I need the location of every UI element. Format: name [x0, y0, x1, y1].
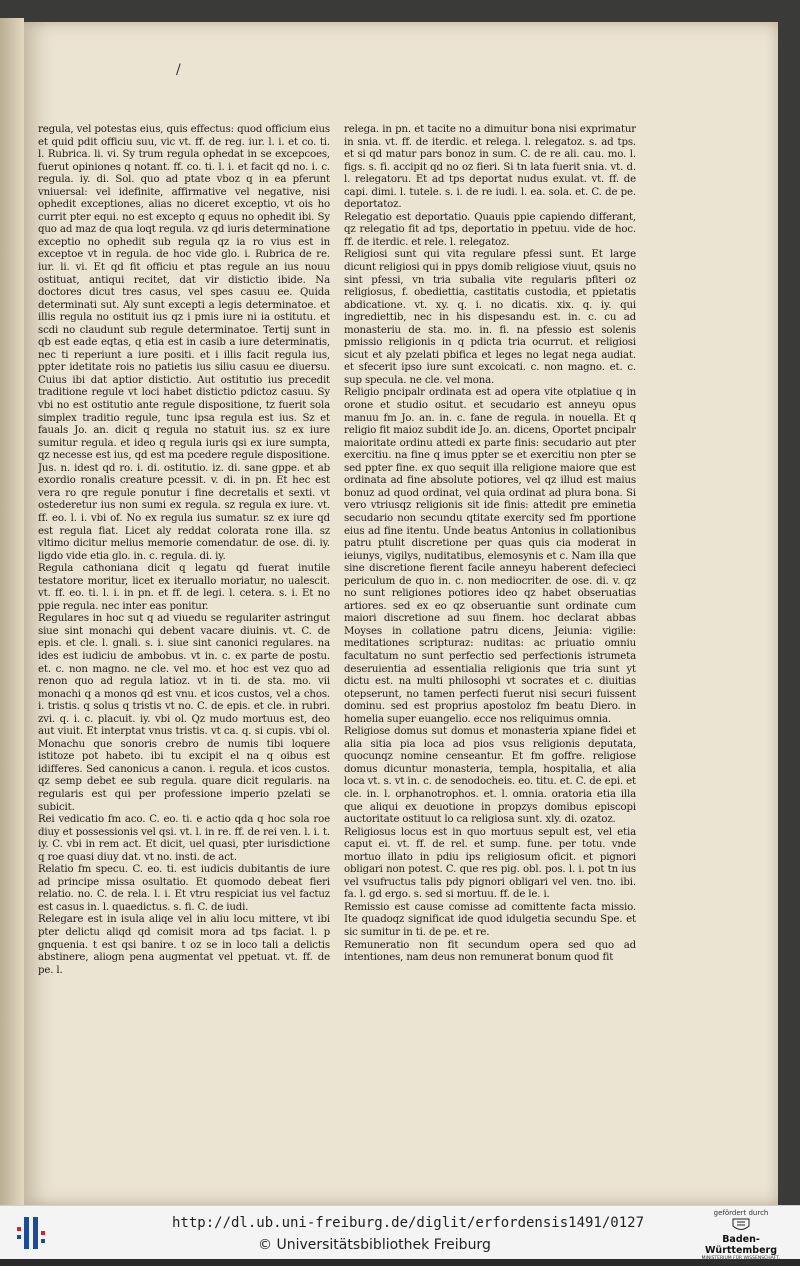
entry-religiosi: Religiosi sunt qui vita regulare pfessi sunt. Et large dicunt religiosi qui in ppys domib religiose viuut, qsuis no sint pfessi, vn tria subalia vite regularis pfiteri oz religiosus, f. obediettia, castitatis custodia, et ppietatis abdicatione. vt. xy. q. i. no dicatis. xix. q. iy. qui ingrediettib, nec in his dispesandu est. in. c. cu ad monasteriu de sta. mo. in. fi. na pfessio est solenis pmissio religionis in q pdicta tria ocurrut. et religiosi sicut et aly pzelati pbifica et leges no legat nega audiat. et sfecerit ipso iure sunt excoicati. c. non magno. et. c. sup specula. ne cle. vel mona.: [344, 249, 636, 386]
entry-relegatio: Relegatio est deportatio. Quauis ppie capiendo differant, qz relegatio fit ad tps, deportatio in ppetuu. vide de hoc. ff. de iterdic. et rele. l. relegatoz.: [344, 211, 636, 248]
ub-freiburg-logo-icon: [6, 1213, 56, 1253]
right-text-column: [344, 124, 636, 1004]
entry-religio: Religio pncipalr ordinata est ad opera vite otplatiue q in orone et studio ositut. et secudario est anneyu opus manuu fm Jo. an. in. c. fane de regula. in nouella. Et q religio fit maioz subdit ide Jo. an. dicens, Oportet pncipalr maioritate ordinu attedi ex parte finis: secudario aut pter exercitiu. na fine q imus ppter se et exercitiu non pter se sed ppter fine. ex quo sequit illa religione maiore que est ordinata ad fine absolute potiores, vel qz illud est maius bonuz ad quod ordinat, vel quia ordinat ad plura bona. Si vero vtriusqz religionis sit ide finis: attedit pre eminetia secudario non secundu qtitate exercity sed fm pportione eius ad fine itentu. Unde beatus Antonius in collationibus patru ptulit discretione per quas quis cia moderat in ieiunys, vigilys, nuditatibus, elemosynis et c. Nam illa que sine discretione fierent facile anneyu haberent defecieci periculum de quo in. c. non mediocriter. de ose. di. v. qz no sunt religiones potiores ideo qz habet obseruatias artiores. sed ex eo qz obseruantie sunt ordinate cum maiori discretione ad suu finem. hoc declarat abbas Moyses in collatione patru dicens, Jeiunia: vigilie: meditationes scripturaz: nuditas: ac priuatio omniu facultatum no sunt perfectio sed perfectionis istrumeta deseruientia ad essentialia religionis que tria sunt yt dictu est. na multi philosophi vt socrates et c. diuitias otepserunt, no tamen perfecti fuerut nisi securi fuissent dominu. sed est proprius apostoloz fm beatu Diero. in homelia super euangelio. ecce nos reliquimus omnia.: [344, 387, 636, 725]
entry-religiose-domus: Religiose domus sut domus et monasteria xpiane fidei et alia sitia pia loca ad pios vsus religionis deputata, quocunqz nomine censeantur. Et fm goffre. religiose domus dicuntur monasteria, templa, hospitalia, et alia loca vt. s. vt in. c. de senodocheis. eo. titu. et. C. de epi. et cle. in. l. orphanotrophos. et. l. omnia. oratoria etia illa que aliqui ex deuotione in propzys domibus episcopi auctoritate ostituut lo ca religiosa sunt. xly. di. ozatoz.: [344, 726, 636, 826]
entry-religiosus-locus: Religiosus locus est in quo mortuus sepult est, vel etia caput ei. vt. ff. de rel. et sump. fune. per totu. vnde mortuo illato in pdiu ips religiosum oficit. et pignori obligari non potest. C. que res pig. obl. pos. l. i. pot tn ius vel vsufructus talis pdy pignori obligari vel ven. tno. ibi. fa. l. gd ergo. s. sed si mortuu. ff. de le. i.: [344, 826, 636, 901]
left-text-column: [38, 124, 330, 1004]
entry-regula: regula, vel potestas eius, quis effectus: quod officium eius et quid pdit officiu suu, vic vt. ff. de reg. iur. l. i. et co. ti. l. Rubrica. li. vi. Sy trum regula ophedat in se excepcoes, fuerut opiniones q notant. ff. co. ti. l. i. et facit qd no. i. c. regula. iy. di. Sol. quo ad ptate vboz q in ea pferunt vniuersal: vel idefinite, affirmative vel negative, nisi ophedit exceptiones, alias no diceret exceptio, vt ois ho currit pter equi. no est excepto q equus no ophedit ibi. Sy quo ad maz de qua loqt regula. vz qd iuris determinatione exceptio no ophedit sub regula qz ia ro vius est in exceptoe vt in regula. de hoc vide glo. i. Rubrica de re. iur. li. vi. Et qd fit officiu et ptas regule an ius nouu ostituat, antiqui recitet, dat vir distictio ibide. Na doctores dicut tres casus, vel spes casuu ee. Quida determinati sut. Aly sunt excepti a legis determinatoe. et illis regula no ostituit ius qz i pmis iure ni ia ostitutu. et scdi no claudunt sub regule determinatoe. Tertij sunt in qb est eade eqtas, q etia est in casib a iure determinatis, nec ti reperiunt a iure positi. et i illis facit regula ius, ppter idetitate rois no patietis ius siliu casuu ee diuersu. Cuius ibi dat aptior distictio. Aut ostitutio ius precedit traditione regule vt loci habet distictio pdictoz casuu. Sy vbi no est ostitutio ante regule dispositione, tz fuerit sola simplex traditio regule, tunc ipsa regula est ius. Sz et fauals Jo. an. dicit q regula no statuit ius. sz ex iure sumitur regula. et ideo q regula iuris qsi ex iure sumpta, qz necesse est ius, qd est ma pcedere regule dispositione. Jus. n. idest qd ro. i. di. ostitutio. iz. di. sane gppe. et ab exordio ronalis creature pcessit. v. di. in pn. Et hec est vera ro qre regule ponutur i fine decretalis et sexti. vt ostederetur ius non sumi ex regula. sz regula ex iure. vt. ff. eo. l. i. vbi of. No ex regula ius sumatur. sz ex iure qd est regula fiat. Licet aly reddat colorata rone illa. sz vltimo dicitur melius memorie comendatur. de ose. di. iy. ligdo vide etia glo. in. c. regula. di. iy.: [38, 124, 330, 562]
entry-remissio: Remissio est cause comisse ad comittente facta missio. Ite quadoqz significat ide quod idulgetia secundu Spe. et sic sumitur in ti. de pe. et re.: [344, 901, 636, 938]
entry-regula-cathoniana: Regula cathoniana dicit q legatu qd fuerat inutile testatore moritur, licet ex iteruallo moriatur, no ualescit. vt. ff. eo. ti. l. i. in pn. et ff. de legi. l. cetera. s. i. Et no ppie regula. nec inter eas ponitur.: [38, 563, 330, 612]
copyright-text: © Universitätsbibliothek Freiburg: [258, 1237, 491, 1253]
margin-mark: /: [176, 62, 181, 78]
entry-relegare-cont: relega. in pn. et tacite no a dimuitur bona nisi exprimatur in snia. vt. ff. de iterdic. et relega. l. relegatoz. s. ad tps. et si qd matur pars bonoz in sum. C. de re ali. cau. mo. l. figs. s. fi. accipit qd no oz fieri. Si tn lata fuerit snia. vt. d. l. relegatoru. Et ad tps deportat nudus exulat. vt. ff. de capi. dimi. l. tutele. s. i. de re iudi. l. ea. sola. et. C. de pe. deportatoz.: [344, 124, 636, 211]
previous-leaf-edge: [0, 18, 24, 1205]
sponsor-label: gefördert durch: [713, 1209, 769, 1217]
entry-relegare: Relegare est in isula aliqe vel in aliu locu mittere, vt ibi pter delictu aliqd qd comisit mora ad tps faciat. l. p gnquenia. t est qsi banire. t oz se in loco tali a delictis abstinere, aliogn pena augmentat vel ppetuat. vt. ff. de pe. l.: [38, 914, 330, 976]
entry-remuneratio: Remuneratio non fit secundum opera sed quo ad intentiones, nam deus non remunerat bonum quod fit: [344, 939, 636, 964]
sponsor-logo: [688, 1209, 794, 1266]
footer-bar: [0, 1205, 800, 1266]
state-crest-icon: [731, 1218, 751, 1233]
sponsor-subtitle: MINISTERIUM FÜR WISSENSCHAFT, FORSCHUNG UND KUNST: [701, 1256, 781, 1266]
entry-regulares: Regulares in hoc sut q ad viuedu se regulariter astringut siue sint monachi qui debent vacare diuinis. vt. C. de epis. et cle. l. gnali. s. i. siue sint canonici regulares. na ides est iudiciu de ambobus. vt in. c. ex parte de postu. et. c. non magno. ne cle. vel mo. et hoc est vez quo ad renon quo ad regula latioz. vt in ti. de sta. mo. vii monachi q a monos qd est vnu. et icos custos, vel a chos. i. tristis. q solus q tristis vt no. C. de epis. et cle. in rubri. zvi. q. i. c. placuit. iy. vbi ol. Qz mudo mortuus est, deo aut viuit. Et interptat vnus tristis. vt ca. q. si cupis. vbi ol. Monachu que sonoris crebro de numis tibi loquere istitoze pot habeto. ibi tu excipit el na q oibus est idifferes. Sed canonicus a canon. i. regula. et icos custos. qz semp debet ee sub regula. quare dicit regularis. na regularis est qui per professione imperio pzelati se subicit.: [38, 613, 330, 813]
entry-relatio: Relatio fm specu. C. eo. ti. est iudicis dubitantis de iure ad principe missa osultatio. Et quomodo debeat fieri relatio. no. C. de rela. l. i. Et vtru respiciat ius vel factuz est casus in. l. quaedictus. s. fi. C. de iudi.: [38, 864, 330, 913]
sponsor-name: Baden-Württemberg: [704, 1234, 778, 1256]
entry-rei-vendicatio: Rei vedicatio fm aco. C. eo. ti. e actio qda q hoc sola roe diuy et possessionis vel qsi. vt. l. in re. ff. de rei ven. l. i. t. iy. C. vbi in rem act. Et dicit, uel quasi, pter iurisdictione q roe quasi diuy dat. vt no. insti. de act.: [38, 814, 330, 863]
permalink-url[interactable]: http://dl.ub.uni-freiburg.de/diglit/erfordensis1491/0127: [172, 1215, 645, 1231]
